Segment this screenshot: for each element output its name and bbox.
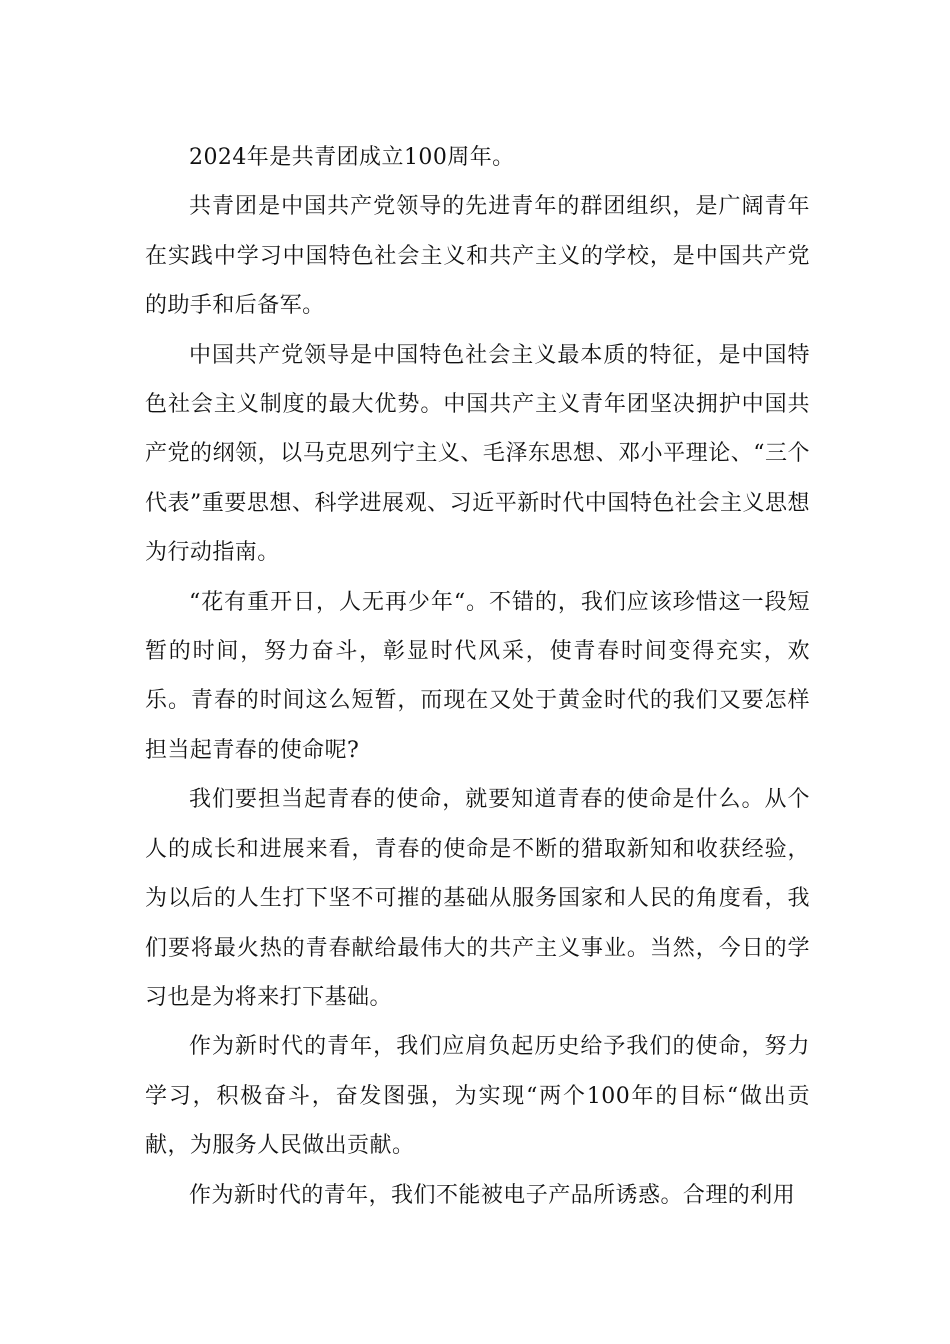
paragraph: “花有重开日，人无再少年“。不错的，我们应该珍惜这一段短暂的时间，努力奋斗，彰显时代风采，使青春时间变得充实，欢乐。青春的时间这么短暂，而现在又处于黄金时代的我们又要怎样担当起青春的使命呢? xyxy=(145,589,810,763)
paragraph: 作为新时代的青年，我们应肩负起历史给予我们的使命，努力学习，积极奋斗，奋发图强，为实现“两个100年的目标“做出贡献，为服务人民做出贡献。 xyxy=(145,1034,810,1159)
paragraph: 2024年是共青团成立100周年。 xyxy=(189,145,515,170)
paragraph: 共青团是中国共产党领导的先进青年的群团组织，是广阔青年在实践中学习中国特色社会主义和共产主义的学校，是中国共产党的助手和后备军。 xyxy=(145,194,810,319)
paragraph: 作为新时代的青年，我们不能被电子产品所诱惑。合理的利用 xyxy=(189,1182,796,1208)
paragraph: 我们要担当起青春的使命，就要知道青春的使命是什么。从个人的成长和进展来看，青春的使命是不断的猎取新知和收获经验，为以后的人生打下坚不可摧的基础从服务国家和人民的角度看，我们要将最火热的青春献给最伟大的共产主义事业。当然，今日的学习也是为将来打下基础。 xyxy=(145,787,810,1010)
document-body xyxy=(145,133,810,1220)
paragraph: 中国共产党领导是中国特色社会主义最本质的特征，是中国特色社会主义制度的最大优势。中国共产主义青年团坚决拥护中国共产党的纲领，以马克思列宁主义、毛泽东思想、邓小平理论、“三个代表”重要思想、科学进展观、习近平新时代中国特色社会主义思想为行动指南。 xyxy=(145,342,810,566)
